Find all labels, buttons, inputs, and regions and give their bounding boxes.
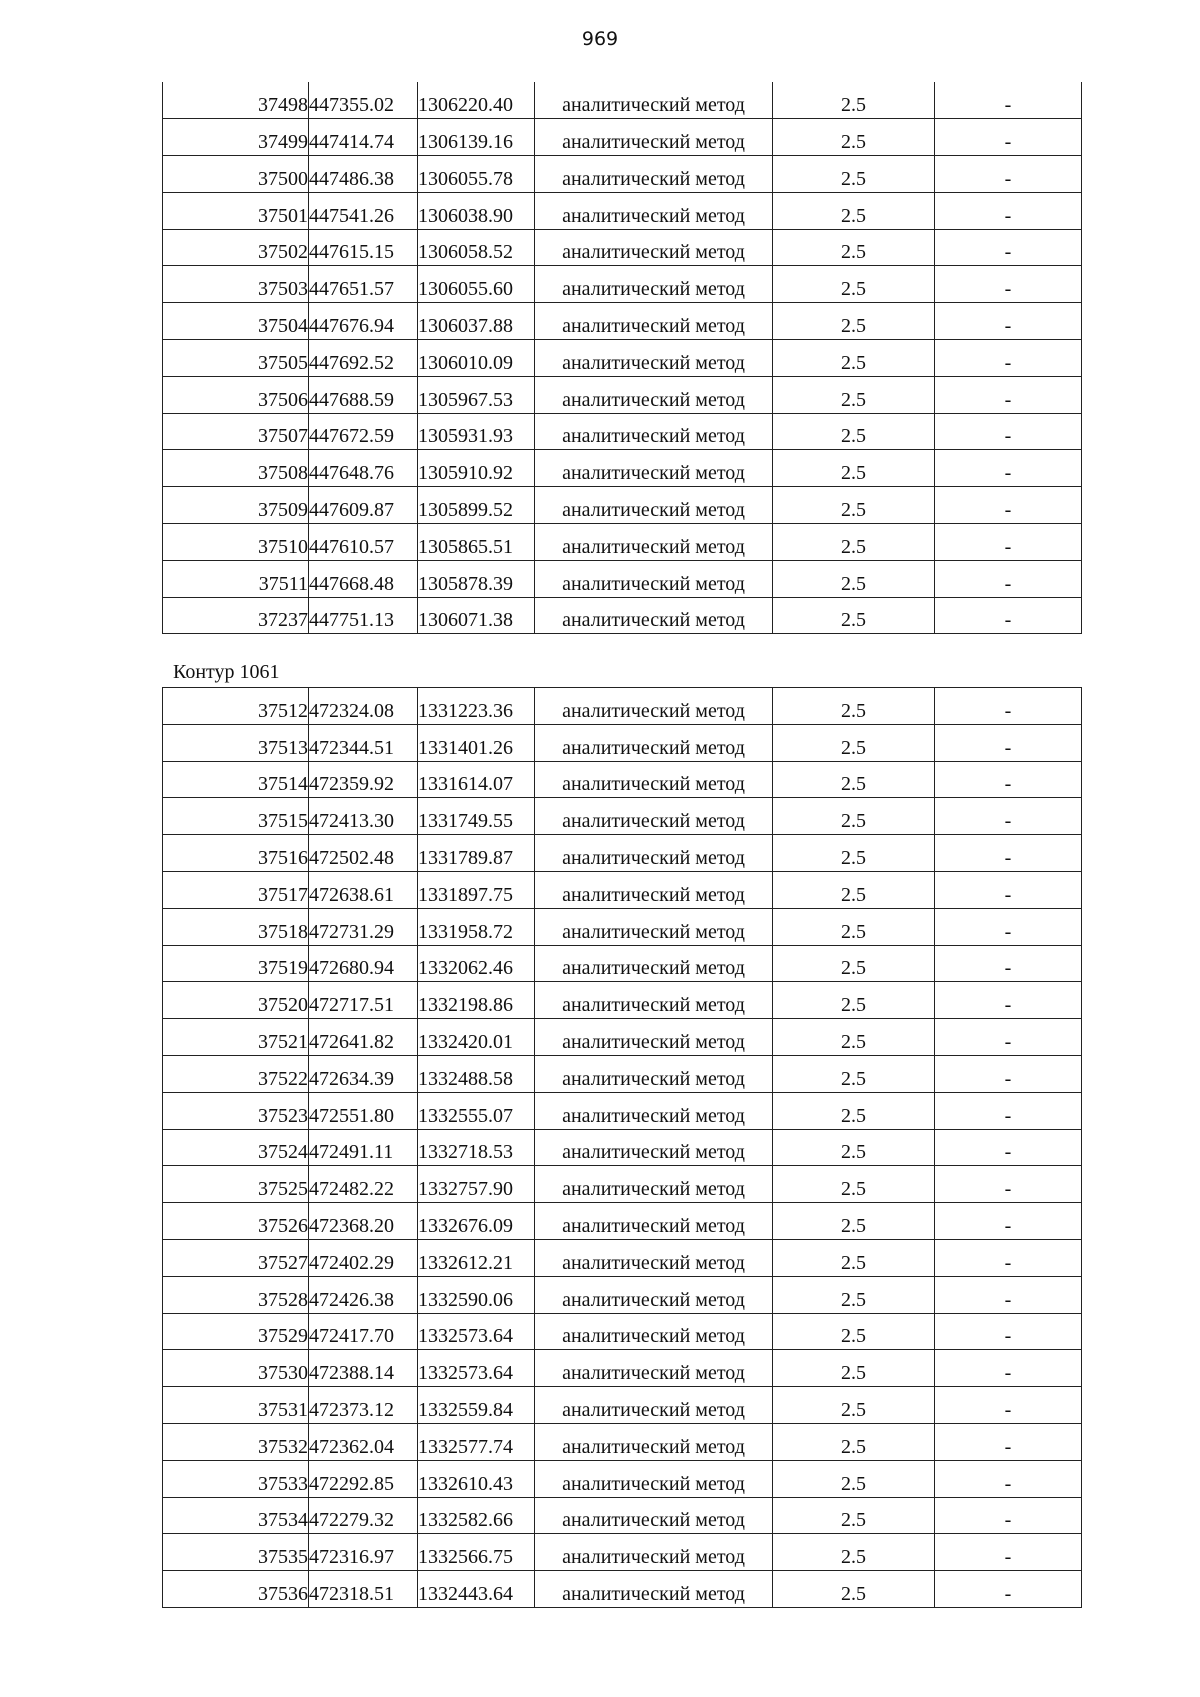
x-coordinate-cell: 447414.74	[309, 119, 418, 156]
error-cell: 2.5	[773, 303, 935, 340]
error-cell: 2.5	[773, 1460, 935, 1497]
note-cell: -	[935, 119, 1082, 156]
note-cell: -	[935, 82, 1082, 119]
table-row	[163, 1129, 1082, 1166]
point-number-cell: 37519	[163, 945, 309, 982]
x-coordinate-cell: 472388.14	[309, 1350, 418, 1387]
point-number-cell: 37521	[163, 1019, 309, 1056]
error-cell: 2.5	[773, 413, 935, 450]
x-coordinate-cell: 447541.26	[309, 192, 418, 229]
method-cell: аналитический метод	[535, 1166, 773, 1203]
x-coordinate-cell: 472417.70	[309, 1313, 418, 1350]
note-cell: -	[935, 798, 1082, 835]
x-coordinate-cell: 447676.94	[309, 303, 418, 340]
method-cell: аналитический метод	[535, 688, 773, 725]
x-coordinate-cell: 472402.29	[309, 1239, 418, 1276]
error-cell: 2.5	[773, 156, 935, 193]
note-cell: -	[935, 376, 1082, 413]
method-cell: аналитический метод	[535, 192, 773, 229]
table-row	[163, 1092, 1082, 1129]
error-cell: 2.5	[773, 340, 935, 377]
method-cell: аналитический метод	[535, 1534, 773, 1571]
x-coordinate-cell: 472292.85	[309, 1460, 418, 1497]
note-cell: -	[935, 524, 1082, 561]
point-number-cell: 37501	[163, 192, 309, 229]
note-cell: -	[935, 1313, 1082, 1350]
method-cell: аналитический метод	[535, 1276, 773, 1313]
method-cell: аналитический метод	[535, 560, 773, 597]
error-cell: 2.5	[773, 1571, 935, 1608]
y-coordinate-cell: 1332676.09	[418, 1203, 535, 1240]
method-cell: аналитический метод	[535, 835, 773, 872]
note-cell: -	[935, 1055, 1082, 1092]
method-cell: аналитический метод	[535, 1019, 773, 1056]
y-coordinate-cell: 1332573.64	[418, 1313, 535, 1350]
method-cell: аналитический метод	[535, 597, 773, 634]
table-row	[163, 1460, 1082, 1497]
point-number-cell: 37510	[163, 524, 309, 561]
table-row	[163, 524, 1082, 561]
x-coordinate-cell: 472279.32	[309, 1497, 418, 1534]
y-coordinate-cell: 1306055.78	[418, 156, 535, 193]
table-row	[163, 192, 1082, 229]
contour-label: Контур 1061	[173, 661, 280, 683]
x-coordinate-cell: 447648.76	[309, 450, 418, 487]
table-row	[163, 1497, 1082, 1534]
point-number-cell: 37518	[163, 908, 309, 945]
table-row	[163, 1387, 1082, 1424]
x-coordinate-cell: 472368.20	[309, 1203, 418, 1240]
error-cell: 2.5	[773, 597, 935, 634]
point-number-cell: 37515	[163, 798, 309, 835]
coordinates-table	[162, 82, 1082, 634]
y-coordinate-cell: 1331401.26	[418, 724, 535, 761]
y-coordinate-cell: 1305899.52	[418, 487, 535, 524]
x-coordinate-cell: 472426.38	[309, 1276, 418, 1313]
error-cell: 2.5	[773, 688, 935, 725]
x-coordinate-cell: 447609.87	[309, 487, 418, 524]
x-coordinate-cell: 472731.29	[309, 908, 418, 945]
error-cell: 2.5	[773, 487, 935, 524]
y-coordinate-cell: 1306058.52	[418, 229, 535, 266]
note-cell: -	[935, 340, 1082, 377]
y-coordinate-cell: 1331749.55	[418, 798, 535, 835]
method-cell: аналитический метод	[535, 1460, 773, 1497]
table-row	[163, 1571, 1082, 1608]
error-cell: 2.5	[773, 1019, 935, 1056]
x-coordinate-cell: 472362.04	[309, 1423, 418, 1460]
error-cell: 2.5	[773, 1276, 935, 1313]
note-cell: -	[935, 1019, 1082, 1056]
error-cell: 2.5	[773, 1423, 935, 1460]
method-cell: аналитический метод	[535, 487, 773, 524]
method-cell: аналитический метод	[535, 266, 773, 303]
y-coordinate-cell: 1332590.06	[418, 1276, 535, 1313]
error-cell: 2.5	[773, 1092, 935, 1129]
point-number-cell: 37505	[163, 340, 309, 377]
error-cell: 2.5	[773, 119, 935, 156]
x-coordinate-cell: 472318.51	[309, 1571, 418, 1608]
point-number-cell: 37517	[163, 871, 309, 908]
x-coordinate-cell: 447672.59	[309, 413, 418, 450]
x-coordinate-cell: 472638.61	[309, 871, 418, 908]
note-cell: -	[935, 1571, 1082, 1608]
point-number-cell: 37513	[163, 724, 309, 761]
table-row	[163, 450, 1082, 487]
method-cell: аналитический метод	[535, 229, 773, 266]
note-cell: -	[935, 1092, 1082, 1129]
y-coordinate-cell: 1305865.51	[418, 524, 535, 561]
error-cell: 2.5	[773, 908, 935, 945]
method-cell: аналитический метод	[535, 340, 773, 377]
point-number-cell: 37498	[163, 82, 309, 119]
y-coordinate-cell: 1306220.40	[418, 82, 535, 119]
method-cell: аналитический метод	[535, 413, 773, 450]
x-coordinate-cell: 447615.15	[309, 229, 418, 266]
note-cell: -	[935, 413, 1082, 450]
point-number-cell: 37500	[163, 156, 309, 193]
error-cell: 2.5	[773, 724, 935, 761]
error-cell: 2.5	[773, 1497, 935, 1534]
note-cell: -	[935, 835, 1082, 872]
error-cell: 2.5	[773, 1350, 935, 1387]
error-cell: 2.5	[773, 1534, 935, 1571]
y-coordinate-cell: 1306139.16	[418, 119, 535, 156]
note-cell: -	[935, 192, 1082, 229]
error-cell: 2.5	[773, 376, 935, 413]
error-cell: 2.5	[773, 1166, 935, 1203]
point-number-cell: 37531	[163, 1387, 309, 1424]
point-number-cell: 37504	[163, 303, 309, 340]
method-cell: аналитический метод	[535, 303, 773, 340]
y-coordinate-cell: 1332555.07	[418, 1092, 535, 1129]
method-cell: аналитический метод	[535, 1092, 773, 1129]
note-cell: -	[935, 1460, 1082, 1497]
table-row	[163, 982, 1082, 1019]
table-row	[163, 1019, 1082, 1056]
error-cell: 2.5	[773, 450, 935, 487]
method-cell: аналитический метод	[535, 761, 773, 798]
point-number-cell: 37511	[163, 560, 309, 597]
y-coordinate-cell: 1332757.90	[418, 1166, 535, 1203]
y-coordinate-cell: 1306055.60	[418, 266, 535, 303]
note-cell: -	[935, 1350, 1082, 1387]
method-cell: аналитический метод	[535, 524, 773, 561]
point-number-cell: 37520	[163, 982, 309, 1019]
method-cell: аналитический метод	[535, 1423, 773, 1460]
error-cell: 2.5	[773, 82, 935, 119]
y-coordinate-cell: 1305967.53	[418, 376, 535, 413]
y-coordinate-cell: 1305910.92	[418, 450, 535, 487]
point-number-cell: 37523	[163, 1092, 309, 1129]
y-coordinate-cell: 1332420.01	[418, 1019, 535, 1056]
note-cell: -	[935, 487, 1082, 524]
table-row	[163, 82, 1082, 119]
table-row	[163, 156, 1082, 193]
x-coordinate-cell: 472717.51	[309, 982, 418, 1019]
x-coordinate-cell: 472634.39	[309, 1055, 418, 1092]
error-cell: 2.5	[773, 798, 935, 835]
method-cell: аналитический метод	[535, 908, 773, 945]
y-coordinate-cell: 1306071.38	[418, 597, 535, 634]
method-cell: аналитический метод	[535, 945, 773, 982]
method-cell: аналитический метод	[535, 156, 773, 193]
x-coordinate-cell: 472373.12	[309, 1387, 418, 1424]
point-number-cell: 37502	[163, 229, 309, 266]
note-cell: -	[935, 724, 1082, 761]
note-cell: -	[935, 560, 1082, 597]
point-number-cell: 37512	[163, 688, 309, 725]
table-row	[163, 1534, 1082, 1571]
error-cell: 2.5	[773, 835, 935, 872]
point-number-cell: 37534	[163, 1497, 309, 1534]
error-cell: 2.5	[773, 192, 935, 229]
error-cell: 2.5	[773, 1203, 935, 1240]
y-coordinate-cell: 1332198.86	[418, 982, 535, 1019]
point-number-cell: 37533	[163, 1460, 309, 1497]
y-coordinate-cell: 1306037.88	[418, 303, 535, 340]
y-coordinate-cell: 1331789.87	[418, 835, 535, 872]
method-cell: аналитический метод	[535, 982, 773, 1019]
y-coordinate-cell: 1332559.84	[418, 1387, 535, 1424]
table-row	[163, 303, 1082, 340]
note-cell: -	[935, 597, 1082, 634]
error-cell: 2.5	[773, 945, 935, 982]
point-number-cell: 37508	[163, 450, 309, 487]
point-number-cell: 37514	[163, 761, 309, 798]
method-cell: аналитический метод	[535, 798, 773, 835]
table-row	[163, 1423, 1082, 1460]
y-coordinate-cell: 1332488.58	[418, 1055, 535, 1092]
point-number-cell: 37526	[163, 1203, 309, 1240]
x-coordinate-cell: 447610.57	[309, 524, 418, 561]
point-number-cell: 37509	[163, 487, 309, 524]
x-coordinate-cell: 447751.13	[309, 597, 418, 634]
error-cell: 2.5	[773, 761, 935, 798]
x-coordinate-cell: 472324.08	[309, 688, 418, 725]
y-coordinate-cell: 1331958.72	[418, 908, 535, 945]
y-coordinate-cell: 1332612.21	[418, 1239, 535, 1276]
note-cell: -	[935, 1534, 1082, 1571]
error-cell: 2.5	[773, 1387, 935, 1424]
x-coordinate-cell: 472641.82	[309, 1019, 418, 1056]
point-number-cell: 37535	[163, 1534, 309, 1571]
note-cell: -	[935, 1423, 1082, 1460]
note-cell: -	[935, 1166, 1082, 1203]
point-number-cell: 37522	[163, 1055, 309, 1092]
x-coordinate-cell: 472359.92	[309, 761, 418, 798]
point-number-cell: 37516	[163, 835, 309, 872]
note-cell: -	[935, 266, 1082, 303]
table-row	[163, 724, 1082, 761]
note-cell: -	[935, 229, 1082, 266]
method-cell: аналитический метод	[535, 1387, 773, 1424]
table-row	[163, 1313, 1082, 1350]
y-coordinate-cell: 1332582.66	[418, 1497, 535, 1534]
error-cell: 2.5	[773, 982, 935, 1019]
point-number-cell: 37529	[163, 1313, 309, 1350]
table-row	[163, 376, 1082, 413]
error-cell: 2.5	[773, 560, 935, 597]
method-cell: аналитический метод	[535, 1055, 773, 1092]
method-cell: аналитический метод	[535, 82, 773, 119]
method-cell: аналитический метод	[535, 450, 773, 487]
table-row	[163, 560, 1082, 597]
y-coordinate-cell: 1332577.74	[418, 1423, 535, 1460]
table-row	[163, 266, 1082, 303]
contour-1061-table	[162, 687, 1082, 1608]
table-row	[163, 229, 1082, 266]
x-coordinate-cell: 447688.59	[309, 376, 418, 413]
table-row	[163, 1350, 1082, 1387]
error-cell: 2.5	[773, 524, 935, 561]
note-cell: -	[935, 1239, 1082, 1276]
table-row	[163, 1276, 1082, 1313]
point-number-cell: 37237	[163, 597, 309, 634]
y-coordinate-cell: 1331897.75	[418, 871, 535, 908]
note-cell: -	[935, 156, 1082, 193]
note-cell: -	[935, 1387, 1082, 1424]
table-row	[163, 1239, 1082, 1276]
point-number-cell: 37507	[163, 413, 309, 450]
table-row	[163, 945, 1082, 982]
method-cell: аналитический метод	[535, 1497, 773, 1534]
point-number-cell: 37499	[163, 119, 309, 156]
error-cell: 2.5	[773, 1055, 935, 1092]
error-cell: 2.5	[773, 871, 935, 908]
x-coordinate-cell: 472413.30	[309, 798, 418, 835]
table-row	[163, 597, 1082, 634]
y-coordinate-cell: 1306038.90	[418, 192, 535, 229]
method-cell: аналитический метод	[535, 1571, 773, 1608]
method-cell: аналитический метод	[535, 724, 773, 761]
table-row	[163, 835, 1082, 872]
table-row	[163, 413, 1082, 450]
point-number-cell: 37528	[163, 1276, 309, 1313]
table-row	[163, 871, 1082, 908]
y-coordinate-cell: 1331223.36	[418, 688, 535, 725]
y-coordinate-cell: 1305931.93	[418, 413, 535, 450]
table-row	[163, 1055, 1082, 1092]
method-cell: аналитический метод	[535, 119, 773, 156]
point-number-cell: 37527	[163, 1239, 309, 1276]
point-number-cell: 37524	[163, 1129, 309, 1166]
x-coordinate-cell: 447668.48	[309, 560, 418, 597]
note-cell: -	[935, 1497, 1082, 1534]
point-number-cell: 37530	[163, 1350, 309, 1387]
note-cell: -	[935, 450, 1082, 487]
point-number-cell: 37503	[163, 266, 309, 303]
table-row	[163, 1166, 1082, 1203]
table-row	[163, 1203, 1082, 1240]
y-coordinate-cell: 1332566.75	[418, 1534, 535, 1571]
y-coordinate-cell: 1332610.43	[418, 1460, 535, 1497]
y-coordinate-cell: 1332573.64	[418, 1350, 535, 1387]
table-row	[163, 340, 1082, 377]
error-cell: 2.5	[773, 1239, 935, 1276]
x-coordinate-cell: 472491.11	[309, 1129, 418, 1166]
x-coordinate-cell: 472316.97	[309, 1534, 418, 1571]
point-number-cell: 37506	[163, 376, 309, 413]
y-coordinate-cell: 1331614.07	[418, 761, 535, 798]
x-coordinate-cell: 472344.51	[309, 724, 418, 761]
y-coordinate-cell: 1306010.09	[418, 340, 535, 377]
y-coordinate-cell: 1332443.64	[418, 1571, 535, 1608]
note-cell: -	[935, 908, 1082, 945]
table-row	[163, 798, 1082, 835]
x-coordinate-cell: 447651.57	[309, 266, 418, 303]
note-cell: -	[935, 1203, 1082, 1240]
error-cell: 2.5	[773, 229, 935, 266]
x-coordinate-cell: 472551.80	[309, 1092, 418, 1129]
method-cell: аналитический метод	[535, 871, 773, 908]
note-cell: -	[935, 303, 1082, 340]
y-coordinate-cell: 1332062.46	[418, 945, 535, 982]
point-number-cell: 37532	[163, 1423, 309, 1460]
method-cell: аналитический метод	[535, 376, 773, 413]
note-cell: -	[935, 871, 1082, 908]
note-cell: -	[935, 1129, 1082, 1166]
x-coordinate-cell: 472680.94	[309, 945, 418, 982]
page-number: 969	[581, 28, 619, 50]
table-row	[163, 761, 1082, 798]
error-cell: 2.5	[773, 1313, 935, 1350]
point-number-cell: 37525	[163, 1166, 309, 1203]
table-row	[163, 487, 1082, 524]
x-coordinate-cell: 447692.52	[309, 340, 418, 377]
table-row	[163, 908, 1082, 945]
table-row	[163, 688, 1082, 725]
error-cell: 2.5	[773, 1129, 935, 1166]
note-cell: -	[935, 688, 1082, 725]
method-cell: аналитический метод	[535, 1350, 773, 1387]
x-coordinate-cell: 447486.38	[309, 156, 418, 193]
note-cell: -	[935, 982, 1082, 1019]
note-cell: -	[935, 945, 1082, 982]
x-coordinate-cell: 472502.48	[309, 835, 418, 872]
x-coordinate-cell: 447355.02	[309, 82, 418, 119]
error-cell: 2.5	[773, 266, 935, 303]
method-cell: аналитический метод	[535, 1129, 773, 1166]
point-number-cell: 37536	[163, 1571, 309, 1608]
method-cell: аналитический метод	[535, 1313, 773, 1350]
note-cell: -	[935, 761, 1082, 798]
x-coordinate-cell: 472482.22	[309, 1166, 418, 1203]
y-coordinate-cell: 1305878.39	[418, 560, 535, 597]
method-cell: аналитический метод	[535, 1203, 773, 1240]
method-cell: аналитический метод	[535, 1239, 773, 1276]
note-cell: -	[935, 1276, 1082, 1313]
table-row	[163, 119, 1082, 156]
y-coordinate-cell: 1332718.53	[418, 1129, 535, 1166]
